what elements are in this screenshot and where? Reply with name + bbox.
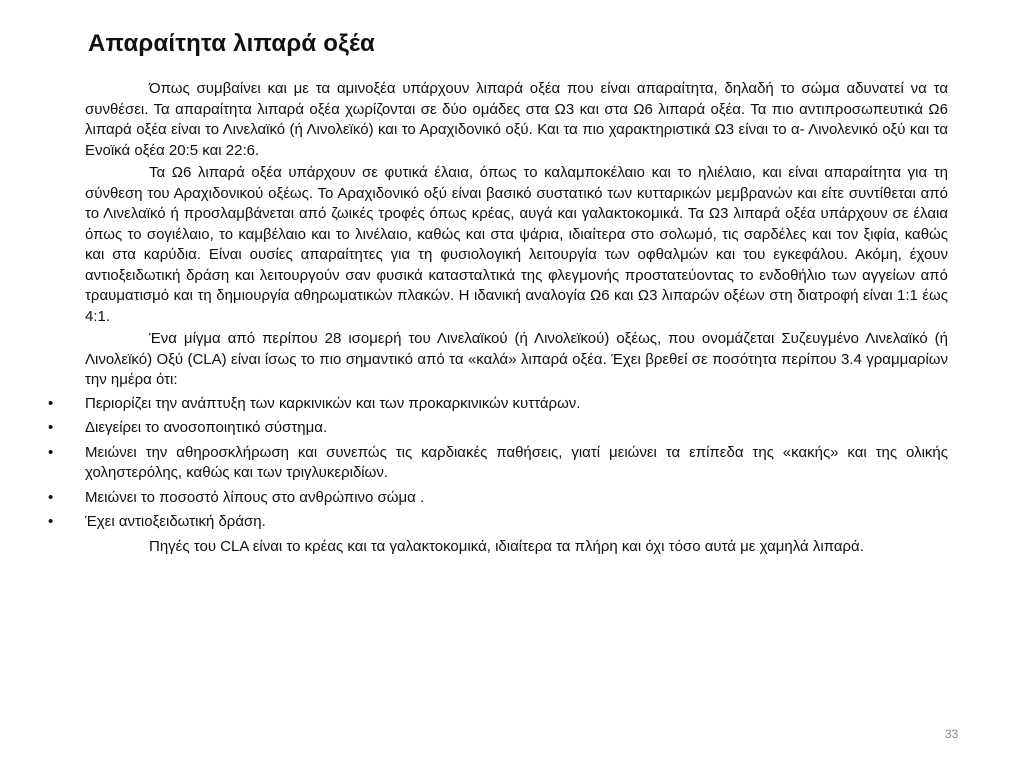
bullet-list [48,394,948,533]
bullet-icon: • [48,513,54,530]
list-item [48,418,948,439]
paragraph-sources: Πηγές του CLA είναι το κρέας και τα γαλακτοκομικά, ιδιαίτερα τα πλήρη και όχι τόσο αυτά με χαμηλά λιπαρά. [149,537,864,555]
list-item [48,443,948,484]
list-item-text: Περιορίζει την ανάπτυξη των καρκινικών και των προκαρκινικών κυττάρων. [85,394,581,412]
list-item-text: Μειώνει το ποσοστό λίπους στο ανθρώπινο σώμα . [85,488,425,506]
bullet-icon: • [48,419,54,436]
slide-title: Απαραίτητα λιπαρά οξέα [88,30,375,57]
paragraph-cla: Ένα μίγμα από περίπου 28 ισομερή του Λινελαϊκού (ή Λινολεϊκού) οξέως, που ονομάζεται Συζευγμένο Λινελαϊκό (ή Λινολεϊκό) Οξύ (CLA) είναι ίσως το πιο σημαντικό από τα «καλά» λιπαρά οξέα. Έχει βρεθεί σε ποσότητα περίπου 3.4 γραμμαρίων την ημέρα ότι: [85,330,948,388]
list-item-text: Διεγείρει το ανοσοποιητικό σύστημα. [85,419,328,436]
paragraph-omega: Τα Ω6 λιπαρά οξέα υπάρχουν σε φυτικά έλαια, όπως το καλαμποκέλαιο και το ηλιέλαιο, και είναι απαραίτητα για τη σύνθεση του Αραχιδονικού οξέως. Το Αραχιδονικό οξύ είναι βασικό συστατικό των κυτταρικών μεμβρανών και είτε συντίθεται από το Λινελαϊκό ή προσλαμβάνεται από ζωικές τροφές όπως κρέας, αυγά και γαλακτοκομικά. Τα Ω3 λιπαρά οξέα υπάρχουν σε έλαια όπως το σογιέλαιο, το καμβέλαιο και το λινέλαιο, καθώς και στα ψάρια, ιδιαίτερα στο σολωμό, τις σαρδέλες και τον ξιφία, καθώς και στα καρύδια. Είναι ουσίες απαραίτητες για τη φυσιολογική λειτουργία των οφθαλμών και του εγκεφάλου. Ακόμη, έχουν αντιοξειδωτική δράση και λειτουργούν σαν φυσικά κατασταλτικά της φλεγμονής προστατεύοντας το ενδοθήλιο των αγγείων από τραυματισμό και τη δημιουργία αθηρωματικών πλακών. Η ιδανική αναλογία Ω6 και Ω3 λιπαρών οξέων στη διατροφή είναι 1:1 έως 4:1. [85,164,948,325]
list-item-text: Έχει αντιοξειδωτική δράση. [85,513,266,530]
list-item [48,488,948,509]
page-number: 33 [945,727,959,741]
bullet-icon: • [48,488,54,506]
bullet-icon: • [48,443,54,461]
list-item [48,512,948,533]
paragraph-intro: Όπως συμβαίνει και με τα αμινοξέα υπάρχουν λιπαρά οξέα που είναι απαραίτητα, δηλαδή το σώμα αδυνατεί να τα συνθέσει. Τα απαραίτητα λιπαρά οξέα χωρίζονται σε δύο ομάδες στα Ω3 και στα Ω6 λιπαρά οξέα. Τα πιο αντιπροσωπευτικά Ω6 λιπαρά οξέα είναι το Λινελαϊκό (ή Λινολεϊκό) και το Αραχιδονικό οξύ. Και τα πιο χαρακτηριστικά Ω3 είναι το α- Λινολενικό οξύ και τα Ενοϊκά οξέα 20:5 και 22:6. [85,80,948,159]
slide-body [48,79,948,559]
list-item [48,394,948,415]
bullet-icon: • [48,394,54,412]
list-item-text: Μειώνει την αθηροσκλήρωση και συνεπώς τις καρδιακές παθήσεις, γιατί μειώνει τα επίπεδα της «κακής» και της ολικής χοληστερόλης, καθώς και των τριγλυκεριδίων. [85,443,948,481]
